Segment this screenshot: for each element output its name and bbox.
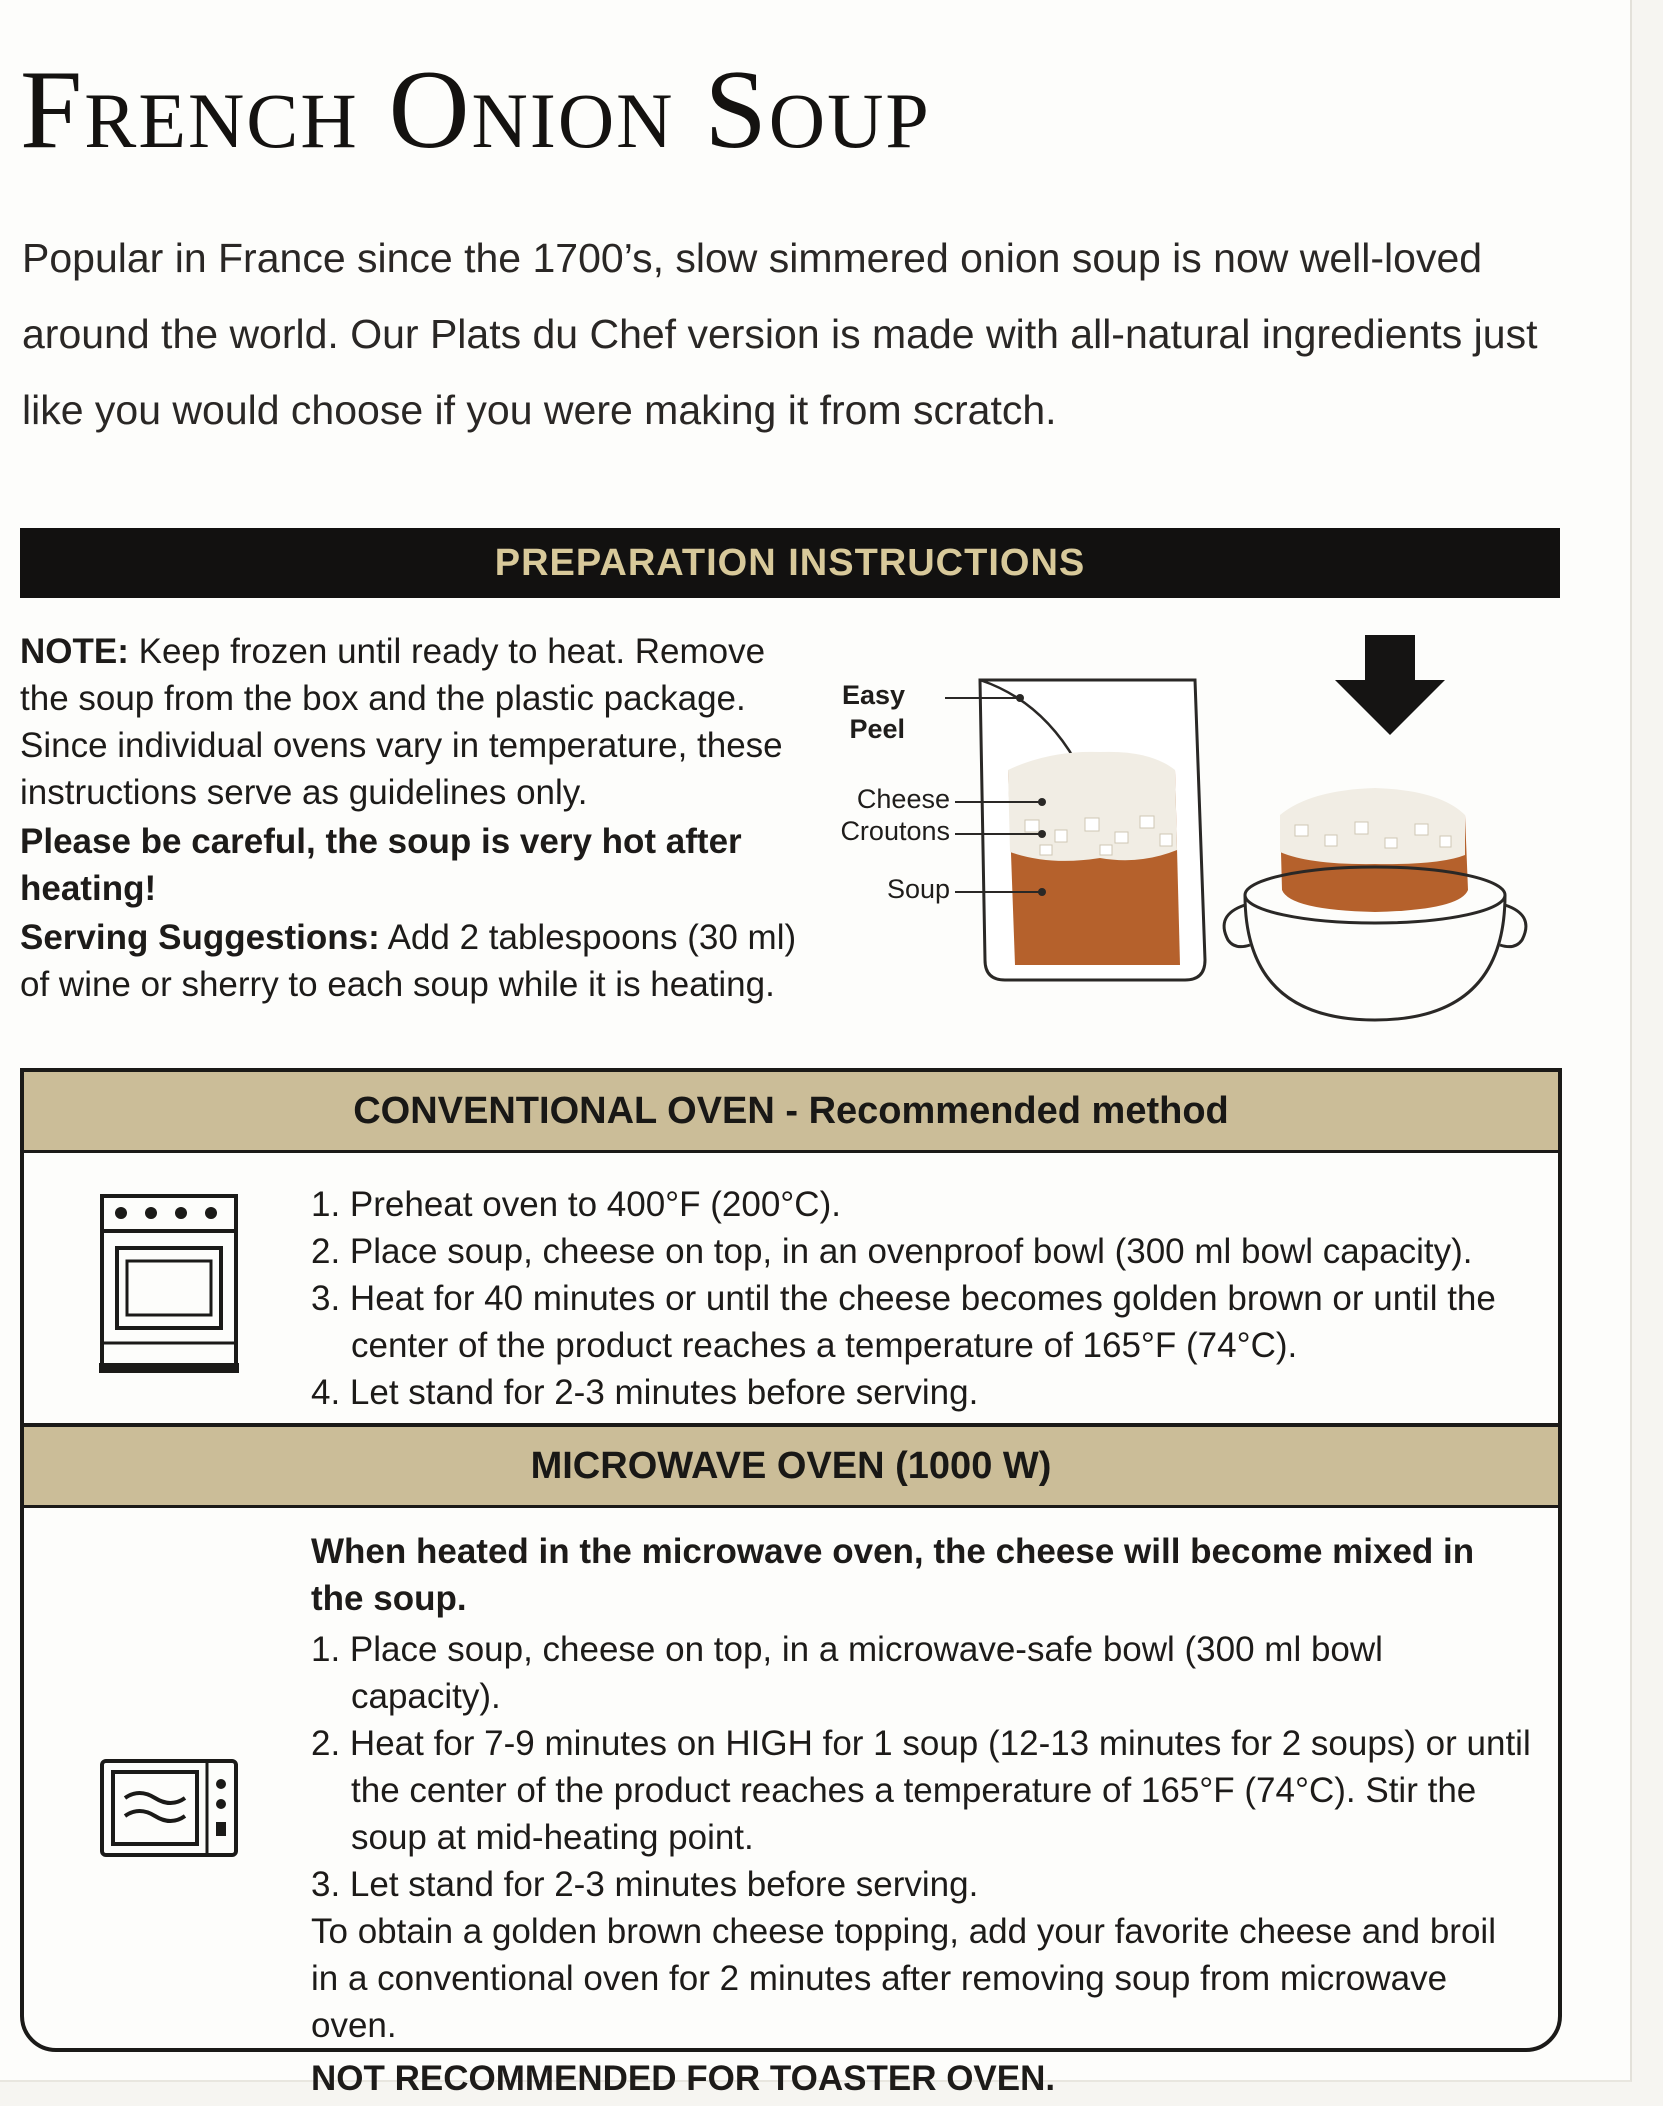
page-title: French Onion Soup — [20, 48, 931, 172]
serving-suggestions — [20, 914, 810, 1008]
heat-warning: Please be careful, the soup is very hot after heating! — [20, 822, 742, 908]
conventional-steps — [311, 1181, 1531, 1416]
conventional-oven-header: CONVENTIONAL OVEN - Recommended method — [24, 1072, 1558, 1153]
microwave-tip: To obtain a golden brown cheese topping, add your favorite cheese and broil in a conventional oven for 2 minutes after removing soup from microwave oven. — [311, 1912, 1496, 2045]
soup-label: Soup — [886, 874, 950, 904]
preparation-heading: PREPARATION INSTRUCTIONS — [494, 541, 1086, 584]
microwave-step: 2. Heat for 7-9 minutes on HIGH for 1 soup (12-13 minutes for 2 soups) or until the center of the product reaches a temperature of 165°F (74°C). Stir the soup at mid-heating point. — [311, 1724, 1531, 1857]
toaster-warning: NOT RECOMMENDED FOR TOASTER OVEN. — [311, 2059, 1056, 2098]
conventional-step: 1. Preheat oven to 400°F (200°C). — [311, 1185, 841, 1224]
note-paragraph — [20, 628, 810, 816]
microwave-oven-section — [24, 1508, 1558, 2098]
conventional-step: 4. Let stand for 2-3 minutes before serving. — [311, 1373, 979, 1412]
conventional-step: 2. Place soup, cheese on top, in an ovenproof bowl (300 ml bowl capacity). — [311, 1232, 1473, 1271]
microwave-intro: When heated in the microwave oven, the cheese will become mixed in the soup. — [311, 1532, 1475, 1618]
croutons-label: Croutons — [840, 816, 950, 846]
microwave-oven-header: MICROWAVE OVEN (1000 W) — [24, 1427, 1558, 1508]
conventional-oven-section — [24, 1153, 1558, 1427]
note-block — [20, 628, 810, 1010]
note-text: Keep frozen until ready to heat. Remove the soup from the box and the plastic package. Since individual ovens vary in temperature, these instructions serve as guidelines only. — [20, 632, 783, 812]
microwave-step: 1. Place soup, cheese on top, in a microwave-safe bowl (300 ml bowl capacity). — [311, 1630, 1383, 1716]
easy-peel-label: Easy Peel — [841, 680, 905, 744]
preparation-header — [20, 528, 1560, 598]
heating-methods-box — [20, 1068, 1562, 2098]
oven-icon — [99, 1193, 239, 1378]
conventional-step: 3. Heat for 40 minutes or until the cheese becomes golden brown or until the center of the product reaches a temperature of 165°F (74°C). — [311, 1279, 1496, 1365]
intro-paragraph: Popular in France since the 1700’s, slow simmered onion soup is now well-loved around the world. Our Plats du Chef version is made with all-natural ingredients just like you would choose if you were making it from scratch. — [22, 235, 1538, 433]
microwave-icon — [99, 1758, 239, 1863]
microwave-steps — [311, 1528, 1531, 2102]
note-label: NOTE: — [20, 632, 129, 671]
package-diagram — [840, 620, 1560, 1030]
microwave-step: 3. Let stand for 2-3 minutes before serving. — [311, 1865, 979, 1904]
down-arrow-icon — [1335, 635, 1445, 735]
cheese-fill — [1008, 752, 1177, 861]
serving-label: Serving Suggestions: — [20, 918, 380, 957]
serving-text: Add 2 tablespoons (30 ml) of wine or sherry to each soup while it is heating. — [20, 918, 797, 1004]
cheese-label: Cheese — [856, 784, 950, 814]
